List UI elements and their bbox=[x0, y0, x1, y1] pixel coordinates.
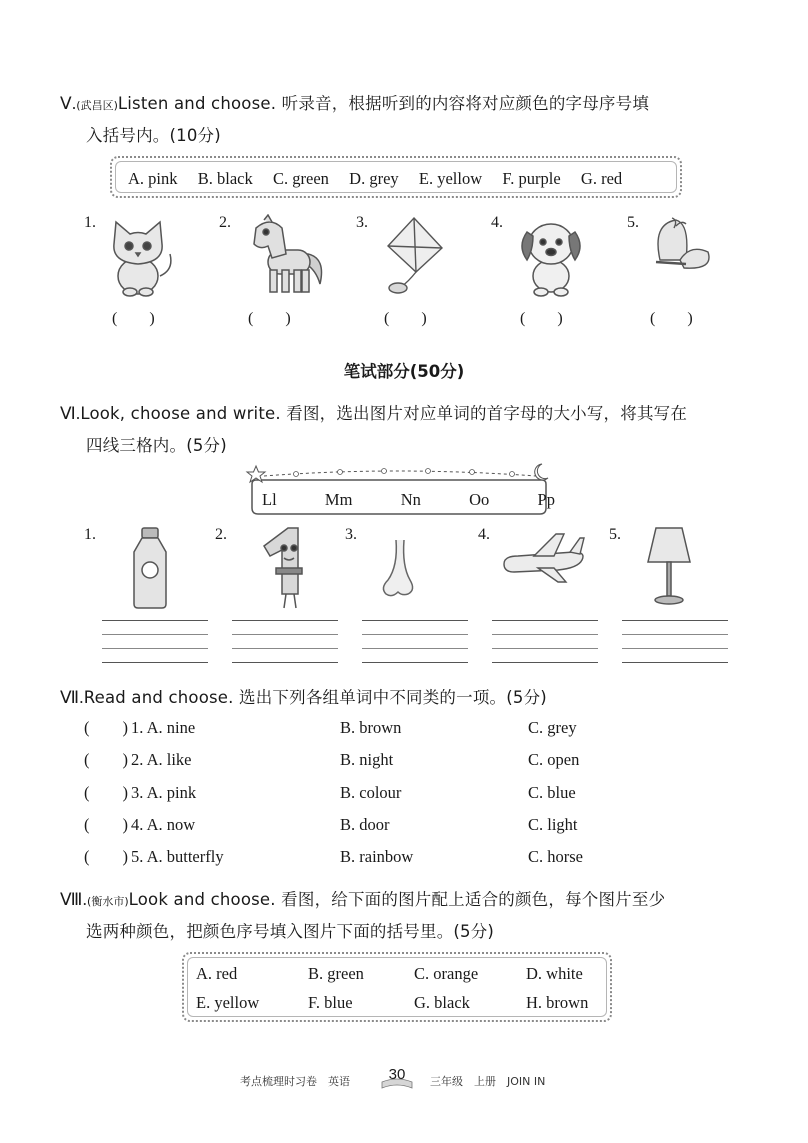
color-option: A. pink bbox=[128, 169, 178, 188]
answer-blank[interactable]: ( ) bbox=[84, 815, 128, 834]
letter-option: Nn bbox=[400, 490, 421, 509]
color-option: H. brown bbox=[526, 993, 589, 1012]
option-c: C. grey bbox=[528, 718, 577, 737]
option-b: B. rainbow bbox=[340, 847, 414, 866]
section6-heading bbox=[60, 400, 687, 424]
section6-instruction-2: 四线三格内。(5分) bbox=[86, 436, 227, 455]
section7-number: Ⅶ. bbox=[60, 688, 84, 707]
letter-option: Pp bbox=[537, 490, 555, 509]
letter-option: Oo bbox=[469, 490, 490, 509]
cat-icon bbox=[100, 214, 176, 298]
letter-option: Mm bbox=[324, 490, 353, 509]
item-number: 1. bbox=[84, 214, 96, 231]
writing-lines[interactable] bbox=[102, 620, 208, 662]
section8-source: (衡水市) bbox=[87, 895, 129, 908]
written-part-title: 笔试部分(50分) bbox=[343, 362, 465, 381]
item-number: 2. bbox=[215, 526, 227, 543]
option-c: C. horse bbox=[528, 847, 583, 866]
item-number: 3. bbox=[356, 214, 368, 231]
option-a: 5. A. butterfly bbox=[131, 847, 224, 866]
color-option: E. yellow bbox=[418, 169, 483, 188]
color-option: E. yellow bbox=[196, 993, 260, 1012]
number-one-icon bbox=[258, 526, 310, 612]
option-b: B. door bbox=[340, 815, 390, 834]
color-option: F. blue bbox=[308, 993, 353, 1012]
footer-right: 三年级 上册 JOIN IN bbox=[430, 1075, 546, 1088]
section8-heading bbox=[60, 886, 665, 910]
section8-instruction-2: 选两种颜色，把颜色序号填入图片下面的括号里。(5分) bbox=[86, 922, 495, 941]
section5-source: (武昌区) bbox=[76, 99, 118, 112]
page-number-badge bbox=[380, 1066, 414, 1088]
answer-blank[interactable]: ( ) bbox=[84, 718, 128, 737]
section5-heading bbox=[60, 90, 649, 114]
option-b: B. colour bbox=[340, 783, 402, 802]
dog-icon bbox=[515, 214, 585, 298]
option-c: C. open bbox=[528, 750, 580, 769]
option-c: C. light bbox=[528, 815, 578, 834]
item-number: 3. bbox=[345, 526, 357, 543]
section6-number: Ⅵ. bbox=[60, 404, 81, 423]
item-number: 5. bbox=[627, 214, 639, 231]
color-option: C. green bbox=[273, 169, 329, 188]
answer-blank[interactable]: ( ) bbox=[84, 750, 128, 769]
section5-color-options-box bbox=[110, 156, 682, 198]
item-number: 1. bbox=[84, 526, 96, 543]
color-option: G. black bbox=[414, 993, 470, 1012]
color-option: D. white bbox=[526, 964, 583, 983]
color-option: F. purple bbox=[502, 169, 561, 188]
option-b: B. night bbox=[340, 750, 394, 769]
option-a: 1. A. nine bbox=[131, 718, 196, 737]
writing-lines[interactable] bbox=[492, 620, 598, 662]
option-a: 4. A. now bbox=[131, 815, 196, 834]
section7-instruction: Read and choose. 选出下列各组单词中不同类的一项。(5分) bbox=[83, 688, 547, 707]
letter-options bbox=[262, 490, 555, 510]
answer-blank[interactable]: ( ) bbox=[84, 783, 128, 802]
option-c: C. blue bbox=[528, 783, 576, 802]
section7-heading bbox=[60, 684, 547, 708]
color-option: B. green bbox=[308, 964, 364, 983]
answer-blank[interactable]: ( ) bbox=[520, 310, 563, 327]
color-option: D. grey bbox=[349, 169, 399, 188]
item-number: 2. bbox=[219, 214, 231, 231]
item-number: 5. bbox=[609, 526, 621, 543]
kite-icon bbox=[378, 214, 452, 296]
color-option: G. red bbox=[580, 169, 623, 188]
section5-number: Ⅴ. bbox=[60, 94, 77, 113]
horse-icon bbox=[238, 214, 330, 298]
item-number: 4. bbox=[478, 526, 490, 543]
section8-number: Ⅷ. bbox=[60, 890, 88, 909]
color-option: B. black bbox=[197, 169, 253, 188]
color-option: C. orange bbox=[414, 964, 479, 983]
writing-lines[interactable] bbox=[232, 620, 338, 662]
nose-icon bbox=[376, 538, 422, 600]
color-option: A. red bbox=[196, 964, 238, 983]
answer-blank[interactable]: ( ) bbox=[248, 310, 291, 327]
section5-instruction-2: 入括号内。(10分) bbox=[86, 126, 221, 145]
letter-option: Ll bbox=[262, 490, 277, 509]
butterfly-icon bbox=[646, 214, 714, 280]
plane-icon bbox=[498, 530, 588, 586]
option-b: B. brown bbox=[340, 718, 402, 737]
option-a: 2. A. like bbox=[131, 750, 192, 769]
footer-left: 考点梳理时习卷 英语 bbox=[240, 1075, 350, 1088]
answer-blank[interactable]: ( ) bbox=[84, 847, 128, 866]
writing-lines[interactable] bbox=[362, 620, 468, 662]
section8-color-options-box bbox=[182, 952, 612, 1022]
option-a: 3. A. pink bbox=[131, 783, 197, 802]
section8-instruction-1: Look and choose. 看图，给下面的图片配上适合的颜色，每个图片至少 bbox=[128, 890, 666, 909]
milk-bottle-icon bbox=[130, 526, 170, 610]
writing-lines[interactable] bbox=[622, 620, 728, 662]
answer-blank[interactable]: ( ) bbox=[112, 310, 155, 327]
item-number: 4. bbox=[491, 214, 503, 231]
lamp-icon bbox=[646, 526, 692, 606]
section5-instruction-1: Listen and choose. 听录音，根据听到的内容将对应颜色的字母序号填 bbox=[117, 94, 650, 113]
answer-blank[interactable]: ( ) bbox=[650, 310, 693, 327]
answer-blank[interactable]: ( ) bbox=[384, 310, 427, 327]
page-number: 30 bbox=[388, 1066, 406, 1083]
section6-instruction-1: Look, choose and write. 看图，选出图片对应单词的首字母的大小写，将其写在 bbox=[80, 404, 688, 423]
